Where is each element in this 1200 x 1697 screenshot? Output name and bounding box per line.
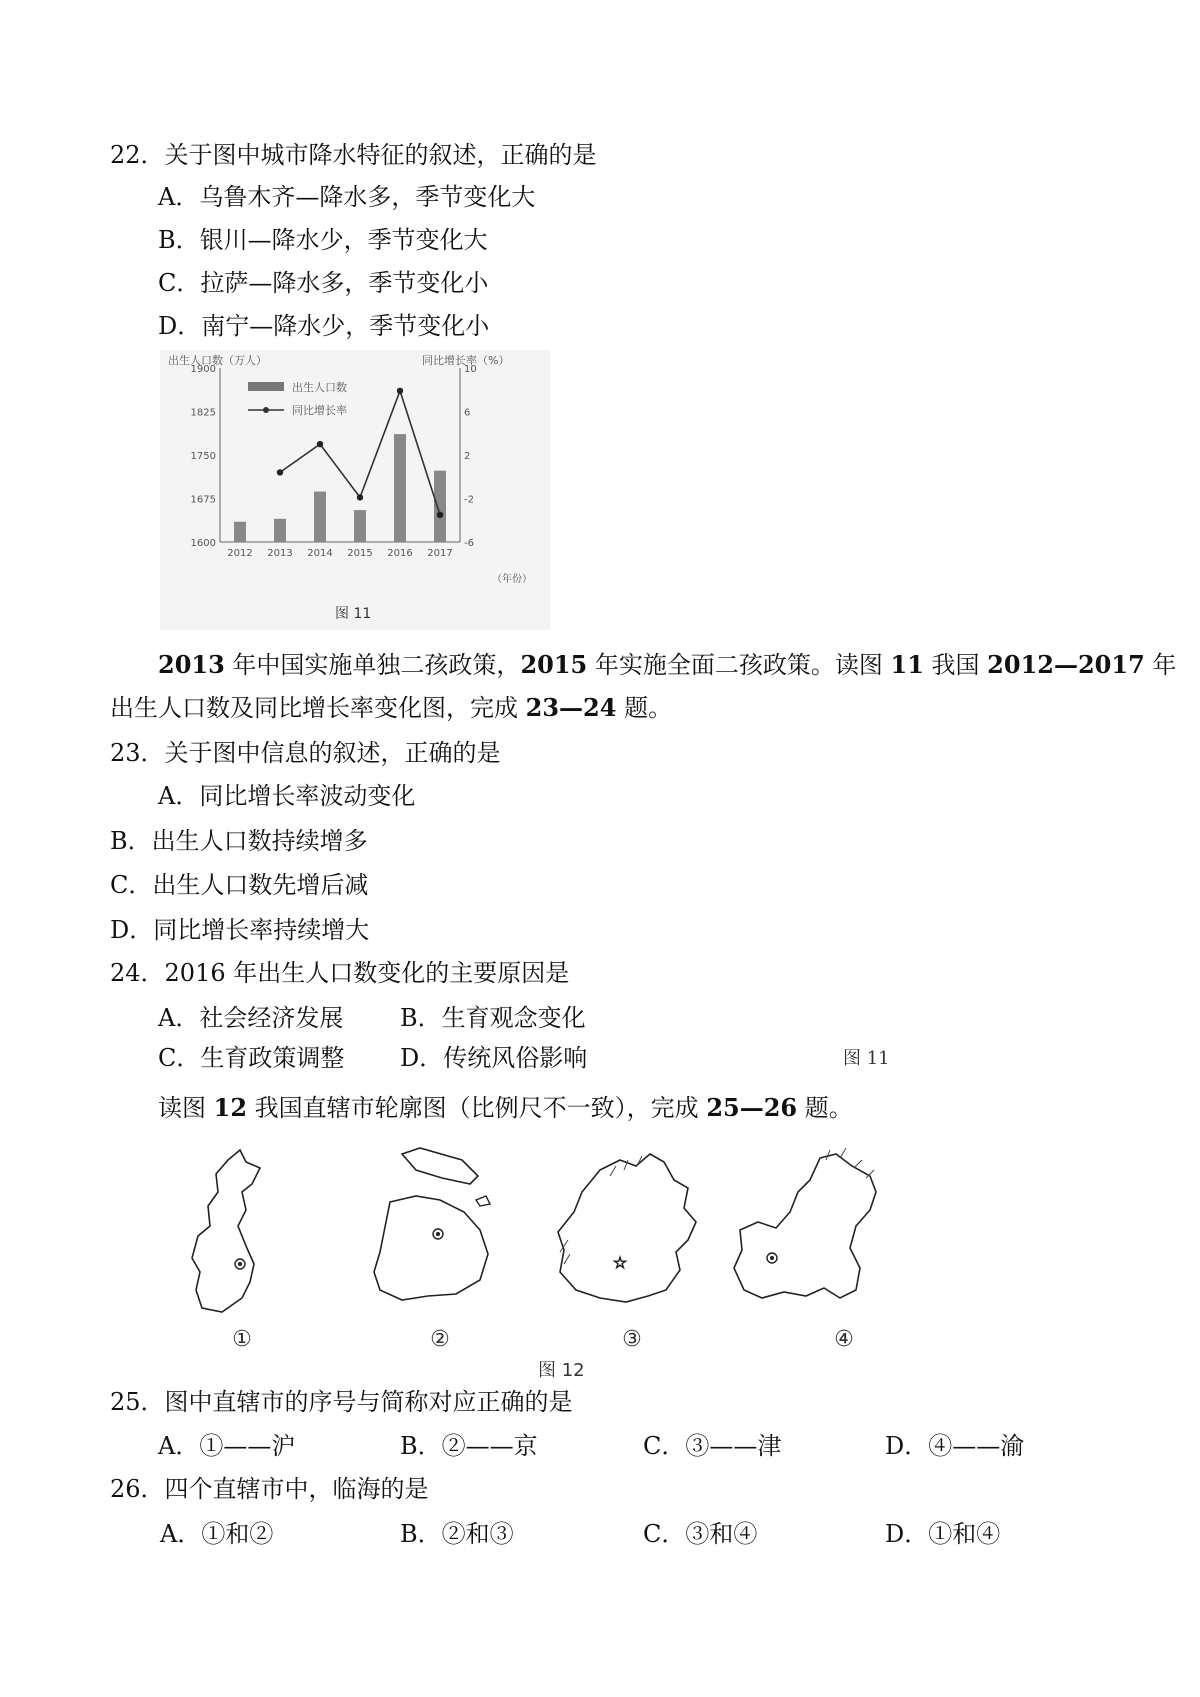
- left-y-tick-label: 1750: [190, 451, 216, 462]
- x-tick-label: 2015: [347, 548, 373, 559]
- capital-star-icon: ☆: [612, 1253, 628, 1272]
- intro-fig-number: 11: [890, 650, 924, 679]
- intro-year-2015: 2015: [520, 650, 588, 679]
- intro-25-26: [158, 1093, 853, 1123]
- q26-option-b: B．②和③: [400, 1520, 514, 1548]
- left-y-tick-label: 1825: [190, 407, 216, 419]
- map-2-outline: [374, 1148, 490, 1300]
- left-y-tick-label: 1600: [190, 538, 216, 549]
- right-y-tick-label: 2: [464, 451, 471, 462]
- growth-rate-point: [397, 388, 403, 394]
- q24-option-c: C．生育政策调整: [158, 1044, 345, 1072]
- q23-option-b: B．出生人口数持续增多: [110, 827, 368, 855]
- growth-rate-point: [437, 512, 443, 518]
- map-4-outline: [734, 1148, 876, 1298]
- q23-stem: 23．关于图中信息的叙述，正确的是: [110, 739, 501, 767]
- bar: [314, 492, 326, 542]
- intro-question-range: 25—26: [706, 1093, 798, 1122]
- bar: [434, 471, 446, 542]
- figure-12-maps: [180, 1140, 960, 1380]
- q26-stem: 26．四个直辖市中，临海的是: [110, 1475, 429, 1503]
- map-label-3: ③: [622, 1327, 642, 1352]
- intro-text: 题。: [616, 694, 673, 722]
- q22-option-d: D．南宁—降水少，季节变化小: [158, 312, 490, 340]
- intro-year-2013: 2013: [158, 650, 225, 679]
- bar: [394, 434, 406, 542]
- bar: [274, 519, 286, 542]
- legend-bar-swatch: [248, 382, 284, 391]
- q26-option-c: C．③和④: [643, 1520, 758, 1548]
- q26-option-a: A．①和②: [160, 1520, 274, 1548]
- growth-rate-point: [317, 441, 323, 447]
- map-3-outline: [558, 1154, 696, 1302]
- q24-option-a: A．社会经济发展: [158, 1004, 344, 1032]
- side-figure-caption: 图 11: [843, 1048, 890, 1069]
- q24-option-d: D．传统风俗影响: [400, 1044, 588, 1072]
- figure-12-caption: 图 12: [538, 1360, 585, 1380]
- intro-23-24-line2: [110, 693, 672, 723]
- right-y-tick-label: -2: [464, 494, 474, 506]
- bar: [354, 510, 366, 542]
- legend-line-marker: [263, 407, 269, 413]
- map-label-4: ④: [834, 1327, 854, 1352]
- q22-stem: 22．关于图中城市降水特征的叙述，正确的是: [110, 141, 597, 169]
- left-axis-title: 出生人口数（万人）: [168, 354, 267, 367]
- intro-text: 题。: [797, 1094, 853, 1122]
- map-1-outline: [192, 1150, 260, 1312]
- q25-option-c: C．③——津: [643, 1432, 782, 1460]
- intro-text: 我国: [923, 651, 988, 679]
- left-y-tick-label: 1900: [190, 364, 216, 375]
- intro-text: 年中国实施单独二孩政策，: [224, 651, 521, 679]
- intro-question-range: 23—24: [525, 693, 617, 722]
- bar: [234, 522, 246, 542]
- q26-option-d: D．①和④: [885, 1520, 1001, 1548]
- intro-year-range: 2012—2017: [987, 650, 1145, 679]
- x-tick-label: 2012: [227, 548, 253, 559]
- intro-text: 出生人口数及同比增长率变化图，完成: [110, 694, 526, 722]
- q23-option-c: C．出生人口数先增后减: [110, 871, 369, 899]
- intro-text: 年实施全面二孩政策。读图: [587, 651, 891, 679]
- figure-11-caption: 图 11: [335, 606, 372, 622]
- growth-rate-point: [357, 494, 363, 500]
- x-tick-label: 2017: [427, 548, 453, 559]
- right-y-tick-label: 10: [464, 364, 477, 375]
- x-tick-label: 2014: [307, 548, 333, 559]
- map-label-1: ①: [232, 1327, 252, 1352]
- x-tick-label: 2013: [267, 548, 293, 559]
- q25-option-b: B．②——京: [400, 1432, 538, 1460]
- q25-option-d: D．④——渝: [885, 1432, 1025, 1460]
- intro-text: 读图: [158, 1094, 214, 1122]
- q22-option-b: B．银川—降水少，季节变化大: [158, 226, 488, 254]
- q24-stem: 24．2016 年出生人口数变化的主要原因是: [110, 959, 570, 987]
- map-label-2: ②: [430, 1327, 450, 1352]
- x-axis-unit: （年份）: [492, 574, 532, 585]
- intro-text: 年: [1144, 651, 1177, 679]
- figure-11-chart: [160, 350, 550, 630]
- right-axis-title: 同比增长率（%）: [422, 354, 510, 367]
- right-y-tick-label: 6: [464, 407, 471, 419]
- right-y-tick-label: -6: [464, 538, 474, 549]
- q23-option-a: A．同比增长率波动变化: [158, 782, 416, 810]
- q25-stem: 25．图中直辖市的序号与简称对应正确的是: [110, 1388, 573, 1416]
- intro-text: 我国直辖市轮廓图（比例尺不一致），完成: [247, 1094, 707, 1122]
- q22-option-a: A．乌鲁木齐—降水多，季节变化大: [158, 183, 536, 211]
- q22-option-c: C．拉萨—降水多，季节变化小: [158, 269, 489, 297]
- legend-bar-label: 出生人口数: [292, 381, 347, 394]
- q23-option-d: D．同比增长率持续增大: [110, 916, 370, 944]
- intro-fig-number: 12: [213, 1093, 248, 1122]
- left-y-tick-label: 1675: [190, 494, 216, 506]
- legend-line-label: 同比增长率: [292, 404, 347, 417]
- q24-option-b: B．生育观念变化: [400, 1004, 586, 1032]
- q25-option-a: A．①——沪: [158, 1432, 296, 1460]
- x-tick-label: 2016: [387, 548, 413, 559]
- intro-23-24-line1: [158, 650, 1176, 680]
- growth-rate-point: [277, 469, 283, 475]
